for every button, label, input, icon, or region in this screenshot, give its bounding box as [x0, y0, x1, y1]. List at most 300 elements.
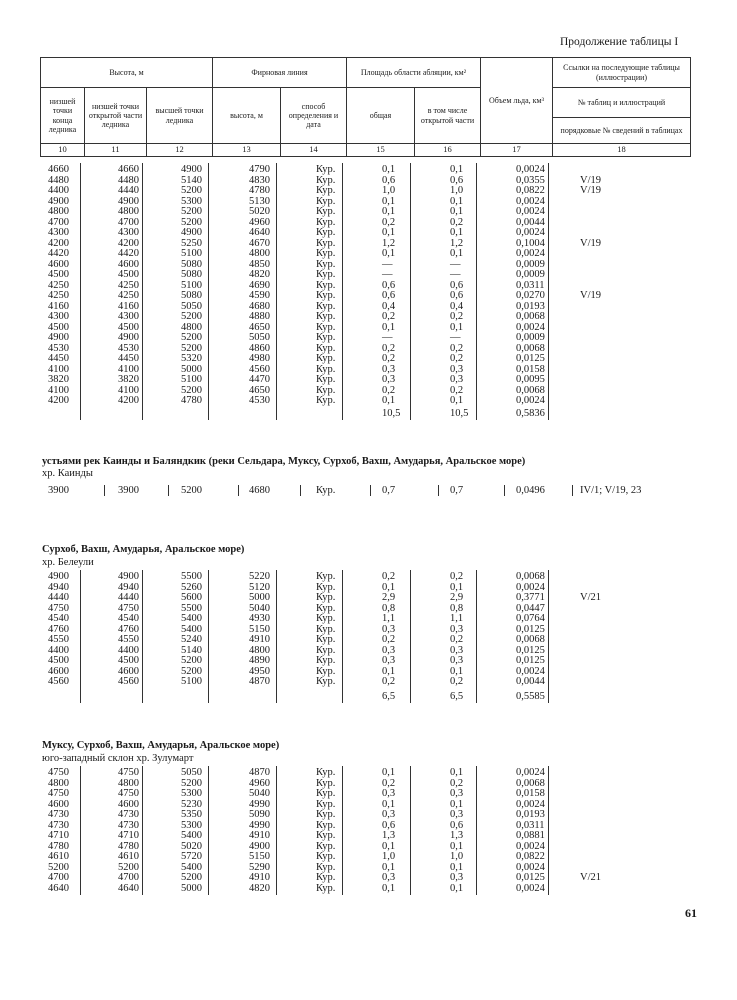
ablation-area: 0,2	[382, 571, 396, 582]
ice-volume: 0,0024	[516, 840, 545, 852]
open-ablation-area: 0,1	[450, 195, 464, 207]
firn-method: Кур.	[316, 363, 336, 375]
max-height: 5400	[181, 861, 202, 873]
open-low-height: 5200	[118, 861, 139, 873]
open-low-height: 4750	[118, 602, 139, 614]
open-low-height: 4780	[118, 840, 139, 852]
block3-title: Сурхоб, Вахш, Амударья, Аральское море)	[42, 544, 245, 555]
column-rule	[208, 766, 209, 895]
firn-method: Кур.	[316, 809, 336, 820]
max-height: 5200	[181, 485, 202, 496]
end-height: 4540	[48, 613, 69, 624]
ablation-area: 0,3	[382, 809, 396, 820]
reference: V/19	[580, 174, 601, 186]
block1-totals	[40, 409, 690, 420]
firn-height: 4470	[249, 374, 270, 385]
firn-method: Кур.	[316, 861, 336, 873]
open-ablation-area: 0,3	[450, 644, 464, 656]
firn-group-header: Фирновая линия	[213, 58, 347, 88]
ablation-area: 0,1	[382, 840, 396, 852]
firn-height: 4860	[249, 342, 270, 354]
firn-method: Кур.	[316, 767, 336, 778]
firn-height: 4590	[249, 290, 270, 301]
ice-volume: 0,0044	[516, 216, 545, 228]
ablation-area: 0,2	[382, 353, 396, 364]
firn-method: Кур.	[316, 665, 336, 677]
ablation-area: 0,6	[382, 279, 396, 291]
col-number: 15	[347, 144, 415, 157]
end-height: 4750	[48, 767, 69, 778]
refs-group-header: Ссылки на последующие таблицы (иллюстрации)	[553, 58, 691, 88]
max-height: 5720	[181, 851, 202, 862]
max-height: 5100	[181, 676, 202, 687]
open-low-height: 4600	[118, 665, 139, 677]
ablation-area: 0,1	[382, 395, 396, 406]
end-height: 4600	[48, 665, 69, 677]
end-height: 4780	[48, 840, 69, 852]
open-low-height: 4600	[118, 258, 139, 270]
ablation-area: 0,6	[382, 819, 396, 831]
end-height: 4200	[48, 395, 69, 406]
table-row	[40, 354, 690, 365]
column-rule	[476, 766, 477, 895]
open-ablation-area: —	[450, 269, 461, 280]
open-low-height: 4480	[118, 174, 139, 186]
ice-volume: 0,0193	[516, 809, 545, 820]
firn-height: 4790	[249, 164, 270, 175]
firn-method: Кур.	[316, 374, 336, 385]
open-low-height: 4160	[118, 300, 139, 312]
open-low-height: 4440	[118, 592, 139, 603]
open-low-height: 4540	[118, 613, 139, 624]
open-low-height: 4250	[118, 279, 139, 291]
max-height: 5240	[181, 634, 202, 645]
col-number: 13	[213, 144, 281, 157]
firn-height: 4780	[249, 185, 270, 196]
end-height: 4500	[48, 321, 69, 333]
firn-method: Кур.	[316, 332, 336, 343]
open-low-height: 4900	[118, 571, 139, 582]
ice-volume: 0,0024	[516, 767, 545, 778]
column-rule	[476, 570, 477, 703]
end-height: 4900	[48, 571, 69, 582]
max-height: 5200	[181, 206, 202, 217]
ice-volume: 0,0125	[516, 623, 545, 635]
open-low-height: 4200	[118, 237, 139, 249]
firn-method: Кур.	[316, 830, 336, 841]
open-low-height: 4420	[118, 248, 139, 259]
column-rule	[208, 163, 209, 420]
ice-volume: 0,0044	[516, 676, 545, 687]
open-low-height: 4200	[118, 395, 139, 406]
end-height: 4500	[48, 655, 69, 666]
open-ablation-area: 0,1	[450, 395, 464, 406]
firn-method: Кур.	[316, 788, 336, 799]
max-height: 5050	[181, 767, 202, 778]
end-height: 4730	[48, 809, 69, 820]
max-height: 5300	[181, 788, 202, 799]
end-height: 4400	[48, 185, 69, 196]
block4-title: Муксу, Сурхоб, Вахш, Амударья, Аральское море)	[42, 740, 280, 751]
col-number: 17	[481, 144, 553, 157]
firn-height: 4910	[249, 830, 270, 841]
firn-height: 5220	[249, 571, 270, 582]
firn-height: 4690	[249, 279, 270, 291]
open-ablation-area: 0,6	[450, 290, 464, 301]
ice-volume: 0,0068	[516, 342, 545, 354]
firn-method: Кур.	[316, 195, 336, 207]
open-ablation-area: 0,2	[450, 634, 464, 645]
block2-row	[40, 485, 690, 499]
max-height: 5200	[181, 384, 202, 396]
firn-height: 5040	[249, 788, 270, 799]
open-low-height: 4760	[118, 623, 139, 635]
ablation-area: 0,6	[382, 174, 396, 186]
block3-table-body	[40, 572, 690, 688]
col11-header: низшей точки открытой части ледника	[85, 88, 147, 144]
column-rule	[548, 163, 549, 420]
total-area: 6,5	[382, 691, 396, 702]
block4-table-body	[40, 768, 690, 894]
firn-method: Кур.	[316, 227, 336, 238]
column-rule	[208, 570, 209, 703]
ice-volume: 0,0822	[516, 851, 545, 862]
max-height: 5100	[181, 374, 202, 385]
end-height: 4500	[48, 269, 69, 280]
firn-method: Кур.	[316, 777, 336, 789]
firn-height: 4830	[249, 174, 270, 186]
ablation-area: 0,6	[382, 290, 396, 301]
ablation-area: 1,1	[382, 613, 396, 624]
open-low-height: 4700	[118, 872, 139, 883]
ice-volume: 0,0311	[516, 819, 545, 831]
col10-header: низшей точки конца ледника	[41, 88, 85, 144]
open-ablation-area: 0,4	[450, 300, 464, 312]
ablation-area: 0,1	[382, 882, 396, 894]
open-low-height: 4100	[118, 384, 139, 396]
open-low-height: 4450	[118, 353, 139, 364]
reference: V/19	[580, 185, 601, 196]
column-rule	[342, 766, 343, 895]
open-low-height: 4250	[118, 290, 139, 301]
open-ablation-area: 0,2	[450, 216, 464, 228]
table-row	[40, 789, 690, 800]
ice-volume: 0,0024	[516, 227, 545, 238]
firn-method: Кур.	[316, 581, 336, 593]
col-number: 16	[415, 144, 481, 157]
firn-method: Кур.	[316, 395, 336, 406]
table-row	[40, 810, 690, 821]
firn-method: Кур.	[316, 882, 336, 894]
end-height: 4160	[48, 300, 69, 312]
end-height: 4900	[48, 195, 69, 207]
firn-method: Кур.	[316, 206, 336, 217]
continuation-label: Продолжение таблицы I	[560, 36, 679, 48]
refs-sub1-header: № таблиц и иллюстраций	[553, 88, 691, 118]
max-height: 5080	[181, 269, 202, 280]
open-low-height: 4560	[118, 676, 139, 687]
ablation-area: 0,7	[382, 485, 396, 496]
max-height: 5300	[181, 195, 202, 207]
table-row	[40, 852, 690, 863]
ice-volume: 0,0355	[516, 174, 545, 186]
column-rule	[548, 766, 549, 895]
firn-method: Кур.	[316, 237, 336, 249]
end-height: 4400	[48, 644, 69, 656]
firn-method: Кур.	[316, 872, 336, 883]
ablation-area: 0,3	[382, 644, 396, 656]
end-height: 4750	[48, 602, 69, 614]
table-row	[40, 572, 690, 583]
max-height: 4900	[181, 227, 202, 238]
max-height: 5600	[181, 592, 202, 603]
height-group-header: Высота, м	[41, 58, 213, 88]
ice-volume: 0,0158	[516, 363, 545, 375]
column-rule	[342, 570, 343, 703]
firn-method: Кур.	[316, 634, 336, 645]
firn-height: 4930	[249, 613, 270, 624]
max-height: 5200	[181, 777, 202, 789]
total-volume: 0,5836	[516, 408, 545, 419]
open-ablation-area: 1,3	[450, 830, 464, 841]
open-ablation-area: 0,3	[450, 655, 464, 666]
refs-sub2-header: порядковые № сведений в таблицах	[553, 118, 691, 144]
reference: V/21	[580, 592, 601, 603]
end-height: 4480	[48, 174, 69, 186]
ice-volume: 0,0024	[516, 321, 545, 333]
reference: V/19	[580, 237, 601, 249]
column-rule	[276, 163, 277, 420]
table-row	[40, 291, 690, 302]
ablation-area: 0,1	[382, 195, 396, 207]
firn-height: 4870	[249, 676, 270, 687]
open-ablation-area: 0,2	[450, 311, 464, 322]
firn-height: 4890	[249, 655, 270, 666]
open-ablation-area: 0,1	[450, 882, 464, 894]
end-height: 4600	[48, 258, 69, 270]
separator-bar	[504, 485, 505, 496]
table-row	[40, 884, 690, 895]
col-number: 18	[553, 144, 691, 157]
column-rule	[548, 570, 549, 703]
ablation-area: 0,1	[382, 767, 396, 778]
max-height: 5230	[181, 798, 202, 810]
firn-method: Кур.	[316, 384, 336, 396]
firn-method: Кур.	[316, 644, 336, 656]
max-height: 5200	[181, 311, 202, 322]
end-height: 4940	[48, 581, 69, 593]
open-ablation-area: 0,1	[450, 227, 464, 238]
firn-method: Кур.	[316, 840, 336, 852]
ice-volume: 0,3771	[516, 592, 545, 603]
firn-height: 4850	[249, 258, 270, 270]
ice-volume: 0,0024	[516, 248, 545, 259]
total-volume: 0,5585	[516, 691, 545, 702]
ice-volume: 0,1004	[516, 237, 545, 249]
block4-subtitle: юго-западный склон хр. Зулумарт	[42, 753, 194, 764]
ice-volume: 0,0496	[516, 485, 545, 496]
open-low-height: 4800	[118, 777, 139, 789]
firn-height: 4990	[249, 798, 270, 810]
open-ablation-area: —	[450, 332, 461, 343]
open-low-height: 4550	[118, 634, 139, 645]
open-ablation-area: 0,1	[450, 321, 464, 333]
end-height: 4300	[48, 311, 69, 322]
ice-volume: 0,0822	[516, 185, 545, 196]
table-row	[40, 873, 690, 884]
open-low-height: 4400	[118, 644, 139, 656]
open-ablation-area: 0,2	[450, 384, 464, 396]
ablation-area: 0,2	[382, 676, 396, 687]
firn-height: 4900	[249, 840, 270, 852]
ablation-area: 1,2	[382, 237, 396, 249]
ablation-area: 0,1	[382, 206, 396, 217]
ice-volume: 0,0024	[516, 164, 545, 175]
ice-volume: 0,0024	[516, 882, 545, 894]
firn-method: Кур.	[316, 185, 336, 196]
end-height: 4250	[48, 279, 69, 291]
ice-volume: 0,0009	[516, 332, 545, 343]
reference: V/19	[580, 290, 601, 301]
max-height: 4900	[181, 164, 202, 175]
open-low-height: 4900	[118, 332, 139, 343]
end-height: 4760	[48, 623, 69, 635]
ice-volume: 0,0009	[516, 269, 545, 280]
end-height: 4660	[48, 164, 69, 175]
ablation-area: 1,3	[382, 830, 396, 841]
ablation-area: 0,2	[382, 311, 396, 322]
table-row	[40, 228, 690, 239]
end-height: 4700	[48, 872, 69, 883]
firn-method: Кур.	[316, 655, 336, 666]
end-height: 4640	[48, 882, 69, 894]
ice-volume: 0,0311	[516, 279, 545, 291]
max-height: 5200	[181, 216, 202, 228]
ablation-area: 0,3	[382, 623, 396, 635]
open-low-height: 3900	[118, 485, 139, 496]
open-low-height: 4750	[118, 767, 139, 778]
max-height: 5000	[181, 363, 202, 375]
open-ablation-area: 0,2	[450, 676, 464, 687]
total-area: 10,5	[382, 408, 401, 419]
ablation-area: 0,2	[382, 384, 396, 396]
ablation-area: 0,3	[382, 374, 396, 385]
ice-volume: 0,0009	[516, 258, 545, 270]
column-rule	[80, 163, 81, 420]
open-low-height: 4500	[118, 269, 139, 280]
table-row	[40, 768, 690, 779]
open-low-height: 4300	[118, 227, 139, 238]
open-ablation-area: 0,1	[450, 206, 464, 217]
firn-method: Кур.	[316, 819, 336, 831]
ice-volume: 0,0068	[516, 311, 545, 322]
max-height: 5260	[181, 581, 202, 593]
ablation-area: 0,1	[382, 227, 396, 238]
open-low-height: 4800	[118, 206, 139, 217]
reference: V/21	[580, 872, 601, 883]
column-rule	[80, 766, 81, 895]
table-row	[40, 635, 690, 646]
end-height: 3820	[48, 374, 69, 385]
firn-height: 5050	[249, 332, 270, 343]
max-height: 5200	[181, 342, 202, 354]
end-height: 4730	[48, 819, 69, 831]
separator-bar	[238, 485, 239, 496]
table-row	[40, 249, 690, 260]
ablation-area: 0,2	[382, 777, 396, 789]
open-ablation-area: 0,8	[450, 602, 464, 614]
column-rule	[142, 163, 143, 420]
max-height: 5200	[181, 332, 202, 343]
open-ablation-area: 0,2	[450, 353, 464, 364]
max-height: 5320	[181, 353, 202, 364]
open-ablation-area: 0,3	[450, 374, 464, 385]
ice-volume: 0,0270	[516, 290, 545, 301]
end-height: 3900	[48, 485, 69, 496]
firn-method: Кур.	[316, 279, 336, 291]
firn-height: 4870	[249, 767, 270, 778]
end-height: 4440	[48, 592, 69, 603]
firn-method: Кур.	[316, 798, 336, 810]
firn-height: 4640	[249, 227, 270, 238]
open-low-height: 4300	[118, 311, 139, 322]
ablation-area: 1,0	[382, 185, 396, 196]
open-low-height: 4660	[118, 164, 139, 175]
firn-method: Кур.	[316, 613, 336, 624]
firn-method: Кур.	[316, 174, 336, 186]
firn-height: 5120	[249, 581, 270, 593]
max-height: 5200	[181, 872, 202, 883]
firn-method: Кур.	[316, 216, 336, 228]
block2-subtitle: хр. Каинды	[42, 468, 93, 479]
max-height: 4800	[181, 321, 202, 333]
total-open-area: 10,5	[450, 408, 469, 419]
open-ablation-area: 0,6	[450, 819, 464, 831]
column-rule	[142, 570, 143, 703]
open-low-height: 3820	[118, 374, 139, 385]
open-low-height: 4750	[118, 788, 139, 799]
open-ablation-area: 0,1	[450, 164, 464, 175]
firn-height: 4880	[249, 311, 270, 322]
firn-method: Кур.	[316, 623, 336, 635]
max-height: 5100	[181, 279, 202, 291]
open-ablation-area: 0,1	[450, 581, 464, 593]
firn-height: 4950	[249, 665, 270, 677]
firn-height: 4680	[249, 485, 270, 496]
separator-bar	[168, 485, 169, 496]
end-height: 4600	[48, 798, 69, 810]
open-ablation-area: 0,3	[450, 788, 464, 799]
table-row	[40, 375, 690, 386]
firn-method: Кур.	[316, 321, 336, 333]
column-header-table	[40, 57, 691, 157]
open-low-height: 4710	[118, 830, 139, 841]
ice-volume: 0,0024	[516, 581, 545, 593]
end-height: 4750	[48, 788, 69, 799]
open-low-height: 4440	[118, 185, 139, 196]
end-height: 4200	[48, 237, 69, 249]
ablation-area: 2,9	[382, 592, 396, 603]
firn-method: Кур.	[316, 851, 336, 862]
end-height: 4250	[48, 290, 69, 301]
max-height: 5500	[181, 571, 202, 582]
separator-bar	[104, 485, 105, 496]
open-ablation-area: 0,1	[450, 767, 464, 778]
open-low-height: 4900	[118, 195, 139, 207]
end-height: 5200	[48, 861, 69, 873]
max-height: 5140	[181, 174, 202, 186]
end-height: 4550	[48, 634, 69, 645]
